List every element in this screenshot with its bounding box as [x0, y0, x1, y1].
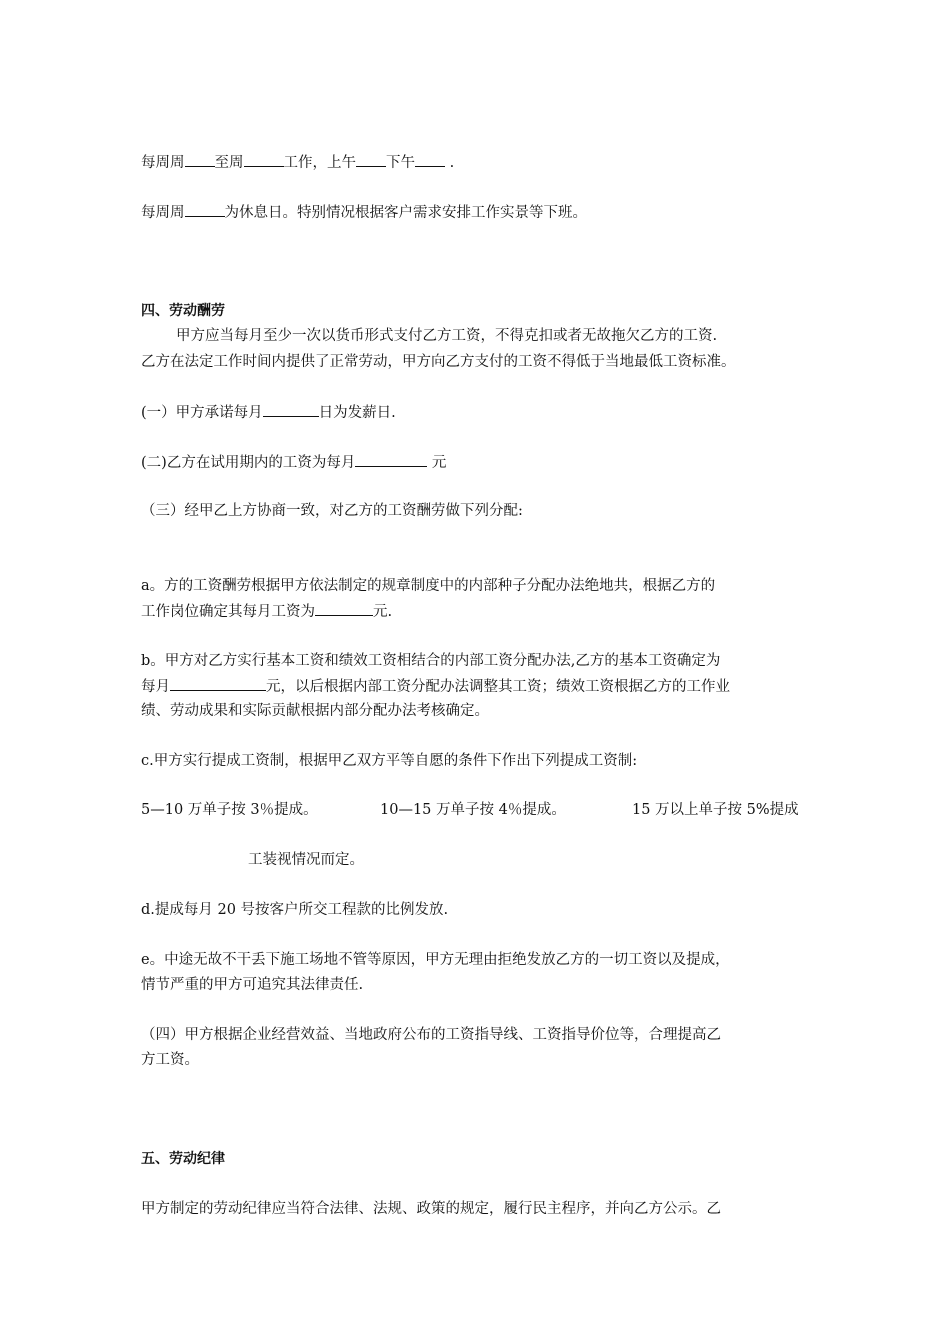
clause-c-line: c.甲方实行提成工资制，根据甲乙双方平等自愿的条件下作出下列提成工资制:: [141, 753, 638, 769]
text-part: 为休息日。特别情况根据客户需求安排工作实景等下班。: [224, 205, 587, 221]
commission-tier-2: 10—15 万单子按 4％提成。: [380, 802, 566, 818]
text-part: 至周: [214, 155, 244, 171]
blank-payday[interactable]: [263, 402, 319, 417]
section4-intro-line2: 乙方在法定工作时间内提供了正常劳动，甲方向乙方支付的工资不得低于当地最低工资标准。: [141, 354, 736, 370]
item4-line2: 方工资。: [141, 1052, 199, 1068]
text-part: 元.: [373, 604, 393, 620]
text-part: 每周周: [141, 205, 185, 221]
text-part: 每周周: [141, 155, 185, 171]
text-part: 下午: [386, 155, 415, 171]
text-part: 工作岗位确定其每月工资为: [141, 604, 315, 620]
blank-monthly-wage[interactable]: [315, 601, 373, 616]
blank-end-day[interactable]: [244, 152, 284, 167]
clause-b-line2: [141, 676, 730, 697]
text-part: 元: [427, 455, 447, 471]
text-part: 每月: [141, 679, 170, 695]
clause-e-line2: 情节严重的甲方可追究其法律责任.: [141, 977, 364, 993]
rest-day-line: [141, 202, 587, 223]
text-part: 工作，上午: [283, 155, 356, 171]
clause-e-line1: e。中途无故不干丢下施工场地不管等原因，甲方无理由拒绝发放乙方的一切工资以及提成，: [141, 952, 730, 968]
commission-tier-1: 5—10 万单子按 3％提成。: [141, 802, 318, 818]
clause-a-line1: a。方的工资酬劳根据甲方依法制定的规章制度中的内部种子分配办法绝地共，根据乙方的: [141, 578, 716, 594]
item4-line1: （四）甲方根据企业经营效益、当地政府公布的工资指导线、工资指导价位等，合理提高乙: [141, 1027, 721, 1043]
text-part: .: [445, 155, 455, 171]
section5-heading: 五、劳动纪律: [141, 1151, 225, 1167]
blank-morning[interactable]: [356, 152, 386, 167]
work-days-line: [141, 152, 454, 173]
section4-heading: 四、劳动酬劳: [141, 303, 225, 319]
clause-d-line: d.提成每月 20 号按客户所交工程款的比例发放.: [141, 902, 449, 918]
text-part: 日为发薪日.: [318, 405, 396, 421]
payday-line: [141, 402, 396, 423]
blank-base-wage[interactable]: [170, 676, 266, 691]
section5-line1: 甲方制定的劳动纪律应当符合法律、法规、政策的规定，履行民主程序，并向乙方公示。乙: [141, 1201, 721, 1217]
distribution-line: （三）经甲乙上方协商一致，对乙方的工资酬劳做下列分配:: [141, 503, 523, 519]
blank-start-day[interactable]: [185, 152, 215, 167]
text-part: 元，以后根据内部工资分配办法调整其工资；绩效工资根据乙方的工作业: [266, 679, 730, 695]
commission-tier-3: 15 万以上单子按 5%提成: [632, 802, 799, 818]
blank-probation-wage[interactable]: [355, 452, 427, 467]
clause-b-line3: 绩、劳动成果和实际贡献根据内部分配办法考核确定。: [141, 703, 489, 719]
uniform-note: 工装视情况而定。: [248, 852, 364, 868]
probation-wage-line: [141, 452, 446, 473]
text-part: (一）甲方承诺每月: [141, 405, 263, 421]
text-part: (二)乙方在试用期内的工资为每月: [141, 455, 356, 471]
clause-a-line2: [141, 601, 392, 622]
blank-afternoon[interactable]: [415, 152, 445, 167]
clause-b-line1: b。甲方对乙方实行基本工资和绩效工资相结合的内部工资分配办法,乙方的基本工资确定为: [141, 653, 721, 669]
section4-intro-line1: 甲方应当每月至少一次以货币形式支付乙方工资，不得克扣或者无故拖欠乙方的工资.: [176, 328, 718, 344]
blank-rest-day[interactable]: [185, 202, 225, 217]
